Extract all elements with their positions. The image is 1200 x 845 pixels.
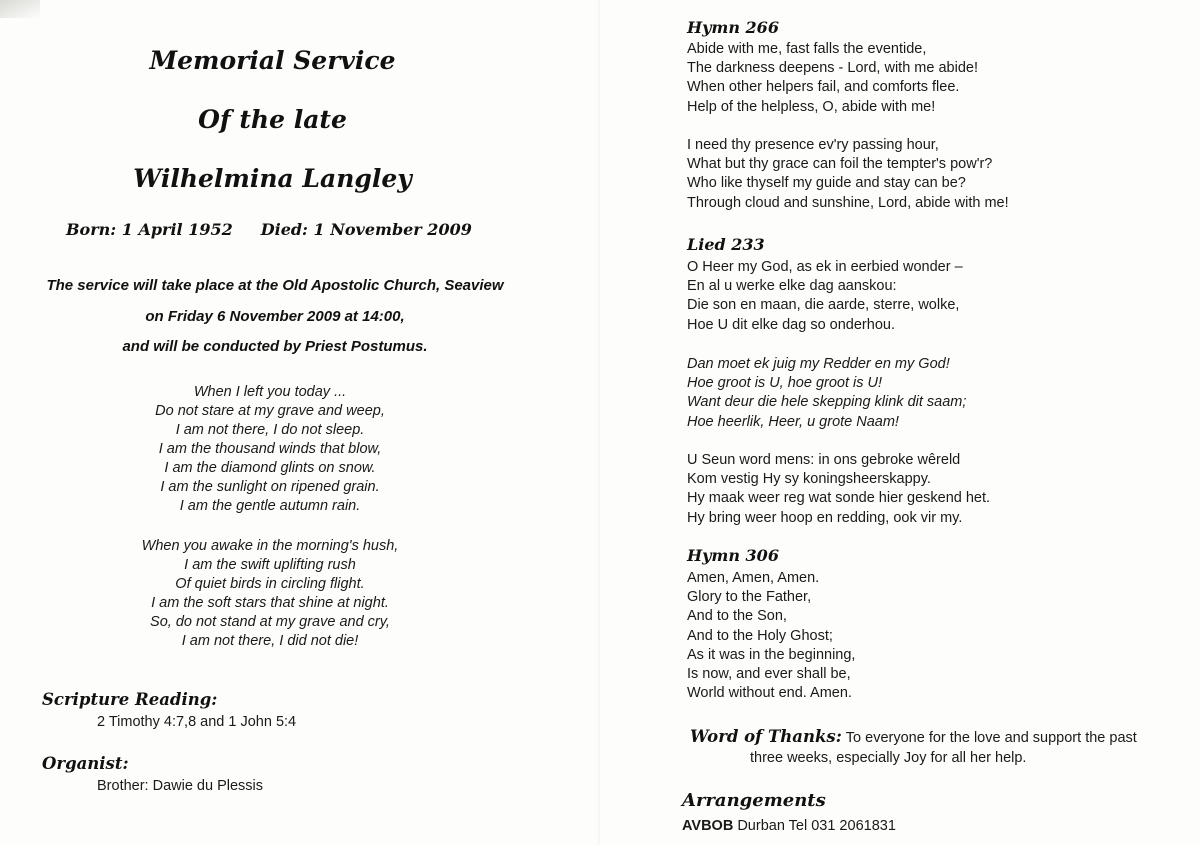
thanks-text-line-1: To everyone for the love and support the past	[845, 730, 1137, 746]
poem-line: Do not stare at my grave and weep,	[155, 403, 385, 419]
hymn-306-title: Hymn 306	[687, 546, 779, 565]
poem-line: When you awake in the morning's hush,	[141, 538, 399, 554]
verse-line: I need thy presence ev'ry passing hour,	[687, 137, 939, 153]
thanks-text-line-2: three weeks, especially Joy for all her help.	[750, 750, 1027, 766]
verse-line: Help of the helpless, O, abide with me!	[687, 98, 936, 115]
verse-line: O Heer my God, as ek in eerbied wonder –	[687, 259, 963, 275]
born-date: Born: 1 April 1952	[66, 220, 233, 239]
verse-line: World without end. Amen.	[687, 685, 852, 702]
poem-line: I am the soft stars that shine at night.	[151, 595, 389, 611]
hymn-266-verse-2	[687, 136, 1009, 213]
verse-line: And to the Holy Ghost;	[687, 627, 833, 644]
verse-line: Who like thyself my guide and stay can be?	[687, 175, 966, 192]
scripture-reading-text: 2 Timothy 4:7,8 and 1 John 5:4	[97, 714, 297, 730]
poem-line: I am not there, I did not die!	[181, 633, 359, 649]
poem-line: When I left you today ...	[193, 384, 347, 400]
poem-line: I am the sunlight on ripened grain.	[160, 479, 380, 495]
title-memorial-service: Memorial Service	[149, 46, 396, 75]
verse-line: Glory to the Father,	[687, 589, 812, 606]
verse-line: En al u werke elke dag aanskou:	[687, 278, 897, 295]
right-page	[600, 0, 1200, 845]
word-of-thanks	[690, 727, 1190, 747]
verse-line: Is now, and ever shall be,	[687, 666, 851, 683]
verse-line: Abide with me, fast falls the eventide,	[687, 41, 927, 57]
organist-text: Brother: Dawie du Plessis	[97, 778, 264, 794]
died-date: Died: 1 November 2009	[260, 220, 472, 239]
arrangements-detail: Durban Tel 031 2061831	[737, 818, 896, 834]
scripture-reading-label: Scripture Reading:	[42, 690, 218, 709]
organist-label: Organist:	[42, 754, 129, 773]
hymn-306-verse	[687, 569, 855, 703]
poem-line: I am the diamond glints on snow.	[164, 460, 376, 476]
verse-line: Hy bring weer hoop en redding, ook vir my.	[687, 509, 963, 526]
verse-line: Want deur die hele skepping klink dit saam;	[687, 394, 967, 411]
poem-line: I am the thousand winds that blow,	[158, 441, 382, 457]
hymn-266-verse-1	[687, 40, 978, 117]
lied-233-title: Lied 233	[687, 235, 765, 254]
verse-line: Kom vestig Hy sy koningsheerskappy.	[687, 471, 931, 488]
verse-line: Die son en maan, die aarde, sterre, wolke,	[687, 297, 960, 314]
poem-line: Of quiet birds in circling flight.	[175, 576, 365, 592]
poem-line: I am the swift uplifting rush	[184, 557, 356, 573]
verse-line: Through cloud and sunshine, Lord, abide with me!	[687, 194, 1009, 211]
title-of-the-late: Of the late	[198, 105, 347, 134]
verse-line: And to the Son,	[687, 608, 787, 625]
lied-233-chorus	[687, 355, 966, 432]
dates-line	[66, 220, 472, 239]
poem-line: I am the gentle autumn rain.	[179, 498, 361, 514]
arrangements-text	[682, 818, 896, 834]
verse-line: Hoe heerlik, Heer, u grote Naam!	[687, 413, 899, 430]
verse-line: Hoe U dit elke dag so onderhou.	[687, 316, 895, 333]
poem-stanza-2	[0, 537, 540, 651]
left-page	[0, 0, 598, 845]
verse-line: The darkness deepens - Lord, with me abide!	[687, 60, 978, 77]
service-line-1: The service will take place at the Old Apostolic Church, Seaview	[46, 277, 504, 294]
lied-233-verse-2	[687, 451, 990, 528]
verse-line: When other helpers fail, and comforts flee.	[687, 79, 960, 96]
verse-line: As it was in the beginning,	[687, 646, 856, 663]
hymn-266-title: Hymn 266	[687, 18, 779, 37]
thanks-label: Word of Thanks:	[690, 727, 842, 746]
lied-233-verse-1	[687, 258, 963, 335]
verse-line: Amen, Amen, Amen.	[687, 570, 820, 586]
arrangements-company: AVBOB	[682, 818, 734, 834]
poem-line: So, do not stand at my grave and cry,	[150, 614, 390, 630]
verse-line: Dan moet ek juig my Redder en my God!	[687, 356, 950, 372]
poem-line: I am not there, I do not sleep.	[175, 422, 365, 438]
verse-line: What but thy grace can foil the tempter's pow'r?	[687, 156, 993, 173]
poem-stanza-1	[0, 383, 540, 516]
service-line-2: on Friday 6 November 2009 at 14:00,	[145, 308, 405, 325]
verse-line: U Seun word mens: in ons gebroke wêreld	[687, 452, 961, 468]
arrangements-label: Arrangements	[682, 790, 826, 811]
service-line-3: and will be conducted by Priest Postumus.	[122, 338, 428, 355]
verse-line: Hoe groot is U, hoe groot is U!	[687, 375, 883, 392]
deceased-name: Wilhelmina Langley	[133, 164, 412, 193]
verse-line: Hy maak weer reg wat sonde hier geskend het.	[687, 490, 991, 507]
